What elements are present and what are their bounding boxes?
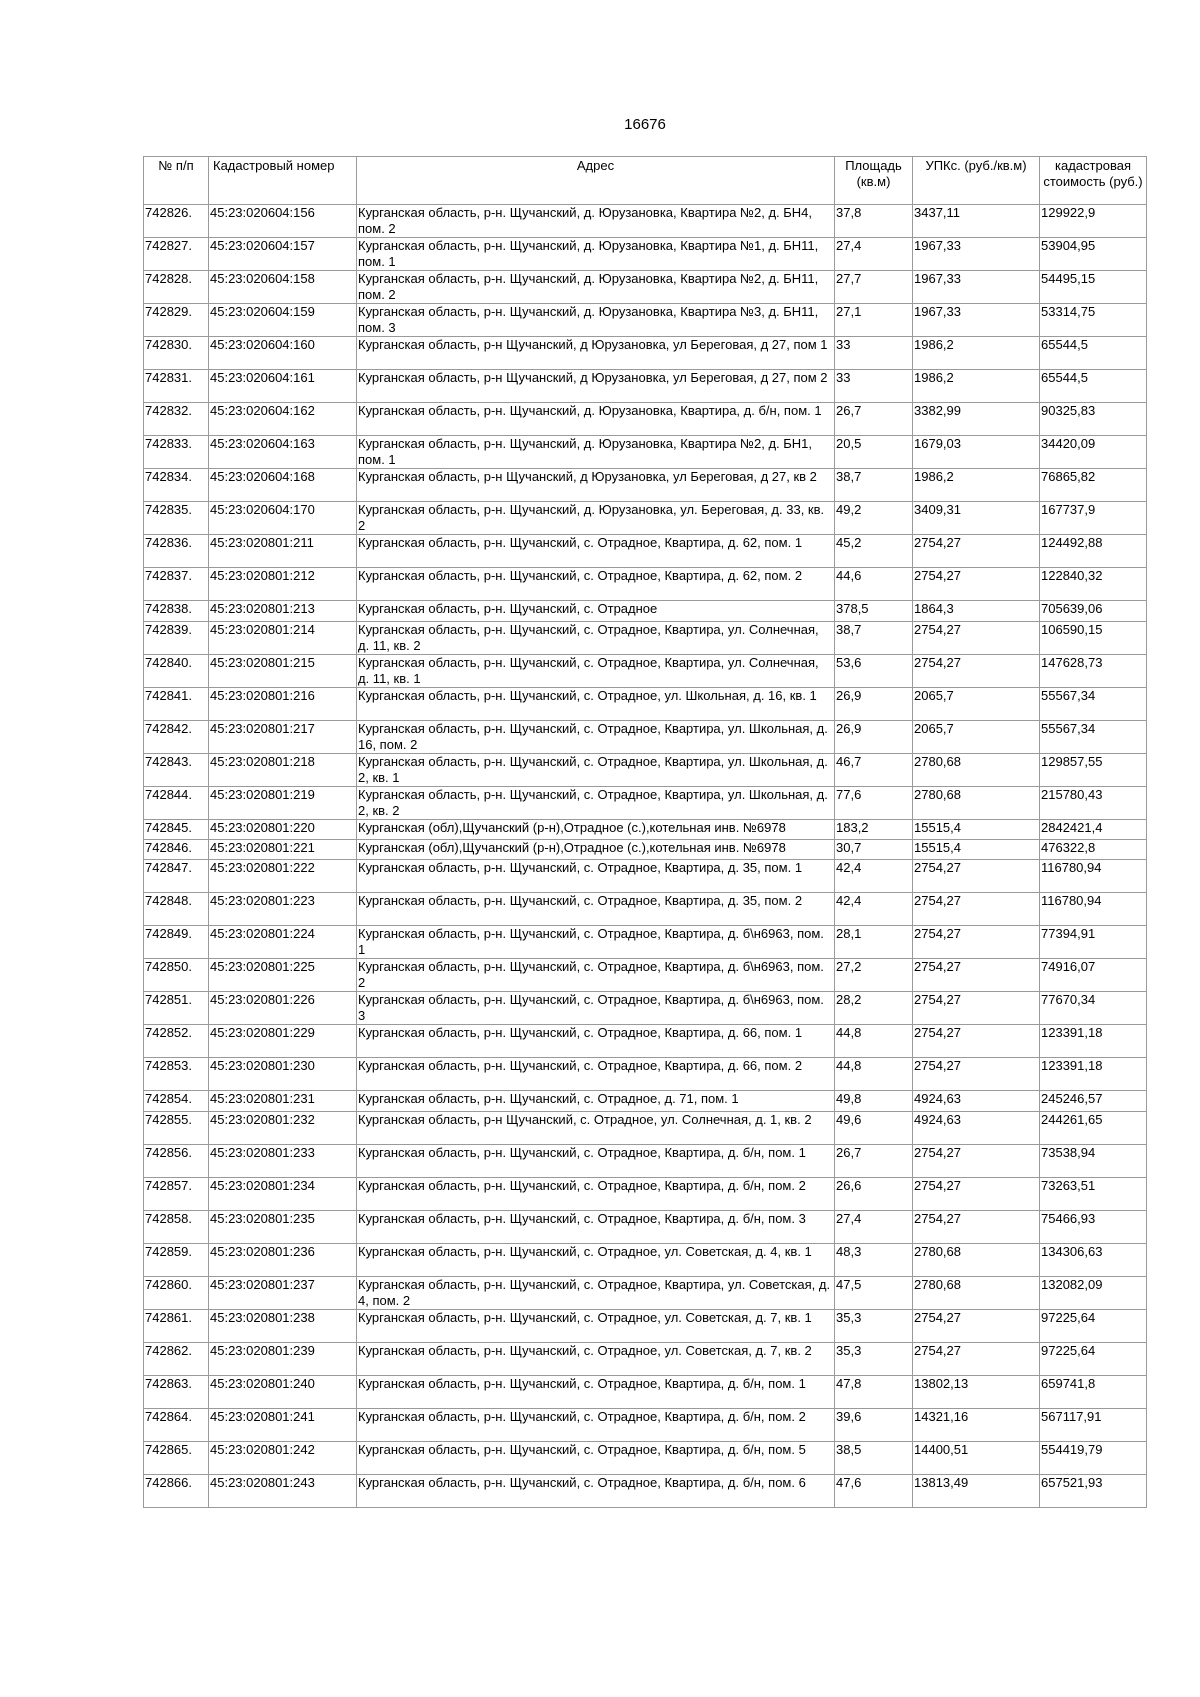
cadastral-number-cell: 45:23:020604:168 (209, 469, 357, 502)
cadastral-number-cell: 45:23:020604:163 (209, 436, 357, 469)
area-cell: 27,2 (835, 959, 913, 992)
cadastral-number-cell: 45:23:020801:219 (209, 787, 357, 820)
cadastral-value-cell: 124492,88 (1040, 535, 1147, 568)
address-cell: Курганская область, р-н. Щучанский, д. Юрузановка, ул. Береговая, д. 33, кв. 2 (357, 502, 835, 535)
table-row (144, 1178, 1147, 1211)
area-cell: 38,5 (835, 1442, 913, 1475)
address-cell: Курганская область, р-н. Щучанский, с. Отрадное, Квартира, д. б/н, пом. 1 (357, 1376, 835, 1409)
cadastral-value-cell: 106590,15 (1040, 622, 1147, 655)
table-row (144, 622, 1147, 655)
address-cell: Курганская область, р-н. Щучанский, с. Отрадное, Квартира, ул. Солнечная, д. 11, кв. 2 (357, 622, 835, 655)
row-number-cell: 742853. (144, 1058, 209, 1091)
area-cell: 26,6 (835, 1178, 913, 1211)
cadastral-value-cell: 123391,18 (1040, 1025, 1147, 1058)
table-header-row (144, 157, 1147, 205)
area-cell: 28,1 (835, 926, 913, 959)
address-cell: Курганская область, р-н. Щучанский, с. Отрадное, Квартира, д. 66, пом. 1 (357, 1025, 835, 1058)
address-cell: Курганская область, р-н. Щучанский, с. Отрадное, Квартира, ул. Школьная, д. 16, пом. 2 (357, 721, 835, 754)
address-cell: Курганская область, р-н. Щучанский, с. Отрадное, ул. Советская, д. 7, кв. 1 (357, 1310, 835, 1343)
cadastral-value-cell: 65544,5 (1040, 337, 1147, 370)
area-cell: 27,1 (835, 304, 913, 337)
table-row (144, 820, 1147, 840)
upks-cell: 2780,68 (913, 1277, 1040, 1310)
table-row (144, 1025, 1147, 1058)
table-row (144, 1376, 1147, 1409)
row-number-cell: 742847. (144, 860, 209, 893)
cadastral-value-cell: 659741,8 (1040, 1376, 1147, 1409)
area-cell: 35,3 (835, 1343, 913, 1376)
cadastral-number-cell: 45:23:020801:223 (209, 893, 357, 926)
cadastral-number-cell: 45:23:020801:233 (209, 1145, 357, 1178)
upks-cell: 1967,33 (913, 238, 1040, 271)
upks-cell: 15515,4 (913, 820, 1040, 840)
row-number-cell: 742842. (144, 721, 209, 754)
address-cell: Курганская область, р-н. Щучанский, с. Отрадное, Квартира, д. 62, пом. 2 (357, 568, 835, 601)
upks-cell: 2754,27 (913, 535, 1040, 568)
cadastral-value-cell: 122840,32 (1040, 568, 1147, 601)
upks-cell: 15515,4 (913, 840, 1040, 860)
upks-cell: 1864,3 (913, 601, 1040, 622)
upks-cell: 2780,68 (913, 754, 1040, 787)
address-cell: Курганская область, р-н. Щучанский, д. Юрузановка, Квартира №2, д. БН4, пом. 2 (357, 205, 835, 238)
cadastral-table (143, 156, 1147, 1508)
area-cell: 42,4 (835, 893, 913, 926)
table-row (144, 469, 1147, 502)
area-cell: 47,6 (835, 1475, 913, 1508)
cadastral-number-cell: 45:23:020801:241 (209, 1409, 357, 1442)
row-number-cell: 742837. (144, 568, 209, 601)
address-cell: Курганская область, р-н. Щучанский, с. Отрадное, Квартира, д. 66, пом. 2 (357, 1058, 835, 1091)
address-cell: Курганская область, р-н. Щучанский, с. Отрадное, Квартира, д. 35, пом. 2 (357, 893, 835, 926)
row-number-cell: 742852. (144, 1025, 209, 1058)
area-cell: 46,7 (835, 754, 913, 787)
upks-cell: 13813,49 (913, 1475, 1040, 1508)
upks-cell: 4924,63 (913, 1112, 1040, 1145)
address-cell: Курганская область, р-н. Щучанский, с. Отрадное, Квартира, д. б\н6963, пом. 2 (357, 959, 835, 992)
address-cell: Курганская область, р-н. Щучанский, д. Юрузановка, Квартира, д. б/н, пом. 1 (357, 403, 835, 436)
cadastral-number-cell: 45:23:020801:238 (209, 1310, 357, 1343)
upks-cell: 2754,27 (913, 1025, 1040, 1058)
cadastral-value-cell: 77670,34 (1040, 992, 1147, 1025)
cadastral-value-cell: 476322,8 (1040, 840, 1147, 860)
cadastral-number-cell: 45:23:020801:242 (209, 1442, 357, 1475)
cadastral-number-cell: 45:23:020801:222 (209, 860, 357, 893)
address-cell: Курганская область, р-н Щучанский, д Юрузановка, ул Береговая, д 27, пом 1 (357, 337, 835, 370)
area-cell: 44,8 (835, 1058, 913, 1091)
row-number-cell: 742836. (144, 535, 209, 568)
cadastral-number-cell: 45:23:020801:224 (209, 926, 357, 959)
table-row (144, 1112, 1147, 1145)
table-row (144, 1058, 1147, 1091)
area-cell: 37,8 (835, 205, 913, 238)
table-row (144, 1244, 1147, 1277)
cadastral-value-cell: 132082,09 (1040, 1277, 1147, 1310)
address-cell: Курганская область, р-н Щучанский, с. Отрадное, ул. Солнечная, д. 1, кв. 2 (357, 1112, 835, 1145)
cadastral-number-cell: 45:23:020801:236 (209, 1244, 357, 1277)
table-row (144, 1145, 1147, 1178)
address-cell: Курганская область, р-н. Щучанский, с. Отрадное, Квартира, д. б/н, пом. 3 (357, 1211, 835, 1244)
area-cell: 30,7 (835, 840, 913, 860)
upks-cell: 13802,13 (913, 1376, 1040, 1409)
address-cell: Курганская область, р-н. Щучанский, с. Отрадное, ул. Школьная, д. 16, кв. 1 (357, 688, 835, 721)
address-cell: Курганская область, р-н. Щучанский, с. Отрадное, Квартира, д. б/н, пом. 5 (357, 1442, 835, 1475)
table-row (144, 238, 1147, 271)
cadastral-value-cell: 55567,34 (1040, 688, 1147, 721)
area-cell: 49,2 (835, 502, 913, 535)
cadastral-value-cell: 147628,73 (1040, 655, 1147, 688)
table-row (144, 436, 1147, 469)
cadastral-number-cell: 45:23:020604:156 (209, 205, 357, 238)
area-cell: 26,9 (835, 688, 913, 721)
upks-cell: 2754,27 (913, 1343, 1040, 1376)
address-cell: Курганская (обл),Щучанский (р-н),Отрадное (с.),котельная инв. №6978 (357, 820, 835, 840)
area-cell: 44,8 (835, 1025, 913, 1058)
area-cell: 45,2 (835, 535, 913, 568)
upks-cell: 2780,68 (913, 787, 1040, 820)
row-number-cell: 742838. (144, 601, 209, 622)
area-cell: 33 (835, 337, 913, 370)
row-number-cell: 742833. (144, 436, 209, 469)
upks-cell: 1986,2 (913, 469, 1040, 502)
cadastral-value-cell: 65544,5 (1040, 370, 1147, 403)
table-row (144, 1211, 1147, 1244)
upks-cell: 1679,03 (913, 436, 1040, 469)
row-number-cell: 742834. (144, 469, 209, 502)
upks-cell: 2754,27 (913, 893, 1040, 926)
cadastral-value-cell: 53904,95 (1040, 238, 1147, 271)
cadastral-value-cell: 34420,09 (1040, 436, 1147, 469)
cadastral-value-cell: 244261,65 (1040, 1112, 1147, 1145)
address-cell: Курганская область, р-н. Щучанский, с. Отрадное, Квартира, ул. Школьная, д. 2, кв. 1 (357, 754, 835, 787)
row-number-cell: 742846. (144, 840, 209, 860)
row-number-cell: 742835. (144, 502, 209, 535)
row-number-cell: 742864. (144, 1409, 209, 1442)
area-cell: 38,7 (835, 469, 913, 502)
cadastral-number-cell: 45:23:020801:212 (209, 568, 357, 601)
cadastral-value-cell: 554419,79 (1040, 1442, 1147, 1475)
row-number-cell: 742827. (144, 238, 209, 271)
cadastral-number-cell: 45:23:020801:225 (209, 959, 357, 992)
table-row (144, 205, 1147, 238)
upks-cell: 14400,51 (913, 1442, 1040, 1475)
row-number-cell: 742832. (144, 403, 209, 436)
upks-cell: 4924,63 (913, 1091, 1040, 1112)
cadastral-value-cell: 77394,91 (1040, 926, 1147, 959)
cadastral-value-cell: 2842421,4 (1040, 820, 1147, 840)
area-cell: 28,2 (835, 992, 913, 1025)
cadastral-number-cell: 45:23:020801:235 (209, 1211, 357, 1244)
table-row (144, 1475, 1147, 1508)
upks-cell: 2754,27 (913, 1178, 1040, 1211)
row-number-cell: 742843. (144, 754, 209, 787)
cadastral-number-cell: 45:23:020604:158 (209, 271, 357, 304)
address-cell: Курганская область, р-н. Щучанский, д. Юрузановка, Квартира №2, д. БН11, пом. 2 (357, 271, 835, 304)
cadastral-number-cell: 45:23:020801:213 (209, 601, 357, 622)
cadastral-value-cell: 167737,9 (1040, 502, 1147, 535)
table-row (144, 1409, 1147, 1442)
cadastral-value-cell: 97225,64 (1040, 1310, 1147, 1343)
area-cell: 47,8 (835, 1376, 913, 1409)
cadastral-value-cell: 75466,93 (1040, 1211, 1147, 1244)
table-row (144, 1442, 1147, 1475)
row-number-cell: 742851. (144, 992, 209, 1025)
address-cell: Курганская область, р-н. Щучанский, с. Отрадное, Квартира, ул. Солнечная, д. 11, кв. 1 (357, 655, 835, 688)
upks-cell: 1986,2 (913, 337, 1040, 370)
cadastral-number-cell: 45:23:020801:232 (209, 1112, 357, 1145)
table-row (144, 568, 1147, 601)
row-number-cell: 742850. (144, 959, 209, 992)
table-row (144, 337, 1147, 370)
header-value: кадастровая стоимость (руб.) (1040, 157, 1147, 205)
table-row (144, 655, 1147, 688)
area-cell: 183,2 (835, 820, 913, 840)
area-cell: 27,7 (835, 271, 913, 304)
cadastral-value-cell: 123391,18 (1040, 1058, 1147, 1091)
page-number: 16676 (624, 116, 666, 133)
address-cell: Курганская область, р-н. Щучанский, с. Отрадное, Квартира, д. 62, пом. 1 (357, 535, 835, 568)
upks-cell: 14321,16 (913, 1409, 1040, 1442)
row-number-cell: 742840. (144, 655, 209, 688)
upks-cell: 2754,27 (913, 622, 1040, 655)
area-cell: 26,7 (835, 1145, 913, 1178)
table-row (144, 1343, 1147, 1376)
row-number-cell: 742856. (144, 1145, 209, 1178)
table-row (144, 1310, 1147, 1343)
address-cell: Курганская область, р-н. Щучанский, д. Юрузановка, Квартира №1, д. БН11, пом. 1 (357, 238, 835, 271)
row-number-cell: 742862. (144, 1343, 209, 1376)
upks-cell: 2754,27 (913, 655, 1040, 688)
cadastral-value-cell: 73263,51 (1040, 1178, 1147, 1211)
area-cell: 26,7 (835, 403, 913, 436)
row-number-cell: 742865. (144, 1442, 209, 1475)
row-number-cell: 742849. (144, 926, 209, 959)
cadastral-value-cell: 54495,15 (1040, 271, 1147, 304)
address-cell: Курганская область, р-н. Щучанский, д. Юрузановка, Квартира №2, д. БН1, пом. 1 (357, 436, 835, 469)
area-cell: 39,6 (835, 1409, 913, 1442)
table-row (144, 502, 1147, 535)
cadastral-value-cell: 129922,9 (1040, 205, 1147, 238)
address-cell: Курганская (обл),Щучанский (р-н),Отрадное (с.),котельная инв. №6978 (357, 840, 835, 860)
cadastral-value-cell: 73538,94 (1040, 1145, 1147, 1178)
address-cell: Курганская область, р-н. Щучанский, с. Отрадное, Квартира, д. б\н6963, пом. 1 (357, 926, 835, 959)
area-cell: 48,3 (835, 1244, 913, 1277)
upks-cell: 2754,27 (913, 926, 1040, 959)
table-row (144, 721, 1147, 754)
row-number-cell: 742848. (144, 893, 209, 926)
upks-cell: 2754,27 (913, 1310, 1040, 1343)
cadastral-number-cell: 45:23:020801:211 (209, 535, 357, 568)
address-cell: Курганская область, р-н. Щучанский, с. Отрадное, Квартира, ул. Советская, д. 4, пом. 2 (357, 1277, 835, 1310)
address-cell: Курганская область, р-н. Щучанский, д. Юрузановка, Квартира №3, д. БН11, пом. 3 (357, 304, 835, 337)
cadastral-number-cell: 45:23:020801:230 (209, 1058, 357, 1091)
upks-cell: 2754,27 (913, 1058, 1040, 1091)
area-cell: 35,3 (835, 1310, 913, 1343)
cadastral-value-cell: 134306,63 (1040, 1244, 1147, 1277)
cadastral-value-cell: 53314,75 (1040, 304, 1147, 337)
upks-cell: 2754,27 (913, 1145, 1040, 1178)
address-cell: Курганская область, р-н. Щучанский, с. Отрадное, Квартира, д. б/н, пом. 2 (357, 1409, 835, 1442)
row-number-cell: 742860. (144, 1277, 209, 1310)
header-cadastral: Кадастровый номер (209, 157, 357, 205)
table-row (144, 601, 1147, 622)
upks-cell: 2754,27 (913, 1211, 1040, 1244)
cadastral-number-cell: 45:23:020604:162 (209, 403, 357, 436)
row-number-cell: 742863. (144, 1376, 209, 1409)
address-cell: Курганская область, р-н. Щучанский, с. Отрадное, д. 71, пом. 1 (357, 1091, 835, 1112)
table-row (144, 688, 1147, 721)
area-cell: 27,4 (835, 1211, 913, 1244)
table-row (144, 403, 1147, 436)
cadastral-number-cell: 45:23:020604:170 (209, 502, 357, 535)
cadastral-number-cell: 45:23:020801:231 (209, 1091, 357, 1112)
cadastral-number-cell: 45:23:020604:161 (209, 370, 357, 403)
header-num: № п/п (144, 157, 209, 205)
address-cell: Курганская область, р-н Щучанский, д Юрузановка, ул Береговая, д 27, пом 2 (357, 370, 835, 403)
cadastral-value-cell: 90325,83 (1040, 403, 1147, 436)
area-cell: 26,9 (835, 721, 913, 754)
area-cell: 33 (835, 370, 913, 403)
upks-cell: 2754,27 (913, 568, 1040, 601)
cadastral-number-cell: 45:23:020801:214 (209, 622, 357, 655)
area-cell: 42,4 (835, 860, 913, 893)
cadastral-value-cell: 129857,55 (1040, 754, 1147, 787)
cadastral-number-cell: 45:23:020604:157 (209, 238, 357, 271)
address-cell: Курганская область, р-н. Щучанский, с. Отрадное, Квартира, ул. Школьная, д. 2, кв. 2 (357, 787, 835, 820)
address-cell: Курганская область, р-н. Щучанский, с. Отрадное, Квартира, д. б/н, пом. 1 (357, 1145, 835, 1178)
upks-cell: 3437,11 (913, 205, 1040, 238)
table-row (144, 893, 1147, 926)
area-cell: 38,7 (835, 622, 913, 655)
row-number-cell: 742831. (144, 370, 209, 403)
area-cell: 378,5 (835, 601, 913, 622)
row-number-cell: 742839. (144, 622, 209, 655)
address-cell: Курганская область, р-н. Щучанский, с. Отрадное, Квартира, д. 35, пом. 1 (357, 860, 835, 893)
row-number-cell: 742841. (144, 688, 209, 721)
upks-cell: 2754,27 (913, 860, 1040, 893)
area-cell: 44,6 (835, 568, 913, 601)
address-cell: Курганская область, р-н. Щучанский, с. Отрадное (357, 601, 835, 622)
table-row (144, 860, 1147, 893)
cadastral-number-cell: 45:23:020801:237 (209, 1277, 357, 1310)
cadastral-value-cell: 97225,64 (1040, 1343, 1147, 1376)
row-number-cell: 742854. (144, 1091, 209, 1112)
cadastral-value-cell: 116780,94 (1040, 893, 1147, 926)
header-upks: УПКс. (руб./кв.м) (913, 157, 1040, 205)
cadastral-number-cell: 45:23:020801:239 (209, 1343, 357, 1376)
table-row (144, 1277, 1147, 1310)
table-row (144, 1091, 1147, 1112)
address-cell: Курганская область, р-н. Щучанский, с. Отрадное, Квартира, д. б/н, пом. 2 (357, 1178, 835, 1211)
row-number-cell: 742858. (144, 1211, 209, 1244)
address-cell: Курганская область, р-н. Щучанский, с. Отрадное, ул. Советская, д. 4, кв. 1 (357, 1244, 835, 1277)
table-body (144, 205, 1147, 1508)
cadastral-number-cell: 45:23:020801:243 (209, 1475, 357, 1508)
row-number-cell: 742855. (144, 1112, 209, 1145)
upks-cell: 1986,2 (913, 370, 1040, 403)
cadastral-number-cell: 45:23:020801:229 (209, 1025, 357, 1058)
table-row (144, 370, 1147, 403)
address-cell: Курганская область, р-н. Щучанский, с. Отрадное, ул. Советская, д. 7, кв. 2 (357, 1343, 835, 1376)
row-number-cell: 742857. (144, 1178, 209, 1211)
cadastral-number-cell: 45:23:020604:159 (209, 304, 357, 337)
area-cell: 77,6 (835, 787, 913, 820)
area-cell: 49,6 (835, 1112, 913, 1145)
cadastral-value-cell: 116780,94 (1040, 860, 1147, 893)
upks-cell: 2065,7 (913, 688, 1040, 721)
cadastral-number-cell: 45:23:020801:234 (209, 1178, 357, 1211)
cadastral-value-cell: 74916,07 (1040, 959, 1147, 992)
cadastral-value-cell: 55567,34 (1040, 721, 1147, 754)
address-cell: Курганская область, р-н Щучанский, д Юрузановка, ул Береговая, д 27, кв 2 (357, 469, 835, 502)
cadastral-value-cell: 76865,82 (1040, 469, 1147, 502)
cadastral-number-cell: 45:23:020801:221 (209, 840, 357, 860)
area-cell: 53,6 (835, 655, 913, 688)
upks-cell: 3382,99 (913, 403, 1040, 436)
upks-cell: 1967,33 (913, 304, 1040, 337)
header-area: Площадь (кв.м) (835, 157, 913, 205)
cadastral-number-cell: 45:23:020801:218 (209, 754, 357, 787)
cadastral-number-cell: 45:23:020801:240 (209, 1376, 357, 1409)
cadastral-value-cell: 657521,93 (1040, 1475, 1147, 1508)
cadastral-number-cell: 45:23:020801:217 (209, 721, 357, 754)
table-row (144, 535, 1147, 568)
upks-cell: 3409,31 (913, 502, 1040, 535)
cadastral-value-cell: 705639,06 (1040, 601, 1147, 622)
row-number-cell: 742826. (144, 205, 209, 238)
table-row (144, 840, 1147, 860)
row-number-cell: 742845. (144, 820, 209, 840)
cadastral-number-cell: 45:23:020801:215 (209, 655, 357, 688)
row-number-cell: 742866. (144, 1475, 209, 1508)
row-number-cell: 742859. (144, 1244, 209, 1277)
upks-cell: 2754,27 (913, 959, 1040, 992)
row-number-cell: 742844. (144, 787, 209, 820)
table-row (144, 992, 1147, 1025)
row-number-cell: 742828. (144, 271, 209, 304)
cadastral-value-cell: 567117,91 (1040, 1409, 1147, 1442)
cadastral-value-cell: 215780,43 (1040, 787, 1147, 820)
address-cell: Курганская область, р-н. Щучанский, с. Отрадное, Квартира, д. б/н, пом. 6 (357, 1475, 835, 1508)
area-cell: 20,5 (835, 436, 913, 469)
row-number-cell: 742861. (144, 1310, 209, 1343)
cadastral-number-cell: 45:23:020604:160 (209, 337, 357, 370)
table-row (144, 787, 1147, 820)
address-cell: Курганская область, р-н. Щучанский, с. Отрадное, Квартира, д. б\н6963, пом. 3 (357, 992, 835, 1025)
row-number-cell: 742830. (144, 337, 209, 370)
table-row (144, 271, 1147, 304)
area-cell: 47,5 (835, 1277, 913, 1310)
area-cell: 49,8 (835, 1091, 913, 1112)
cadastral-number-cell: 45:23:020801:216 (209, 688, 357, 721)
cadastral-number-cell: 45:23:020801:226 (209, 992, 357, 1025)
upks-cell: 2780,68 (913, 1244, 1040, 1277)
row-number-cell: 742829. (144, 304, 209, 337)
table-row (144, 926, 1147, 959)
upks-cell: 2754,27 (913, 992, 1040, 1025)
table-row (144, 754, 1147, 787)
cadastral-number-cell: 45:23:020801:220 (209, 820, 357, 840)
table-row (144, 959, 1147, 992)
cadastral-value-cell: 245246,57 (1040, 1091, 1147, 1112)
table-row (144, 304, 1147, 337)
upks-cell: 1967,33 (913, 271, 1040, 304)
upks-cell: 2065,7 (913, 721, 1040, 754)
area-cell: 27,4 (835, 238, 913, 271)
header-address: Адрес (357, 157, 835, 205)
